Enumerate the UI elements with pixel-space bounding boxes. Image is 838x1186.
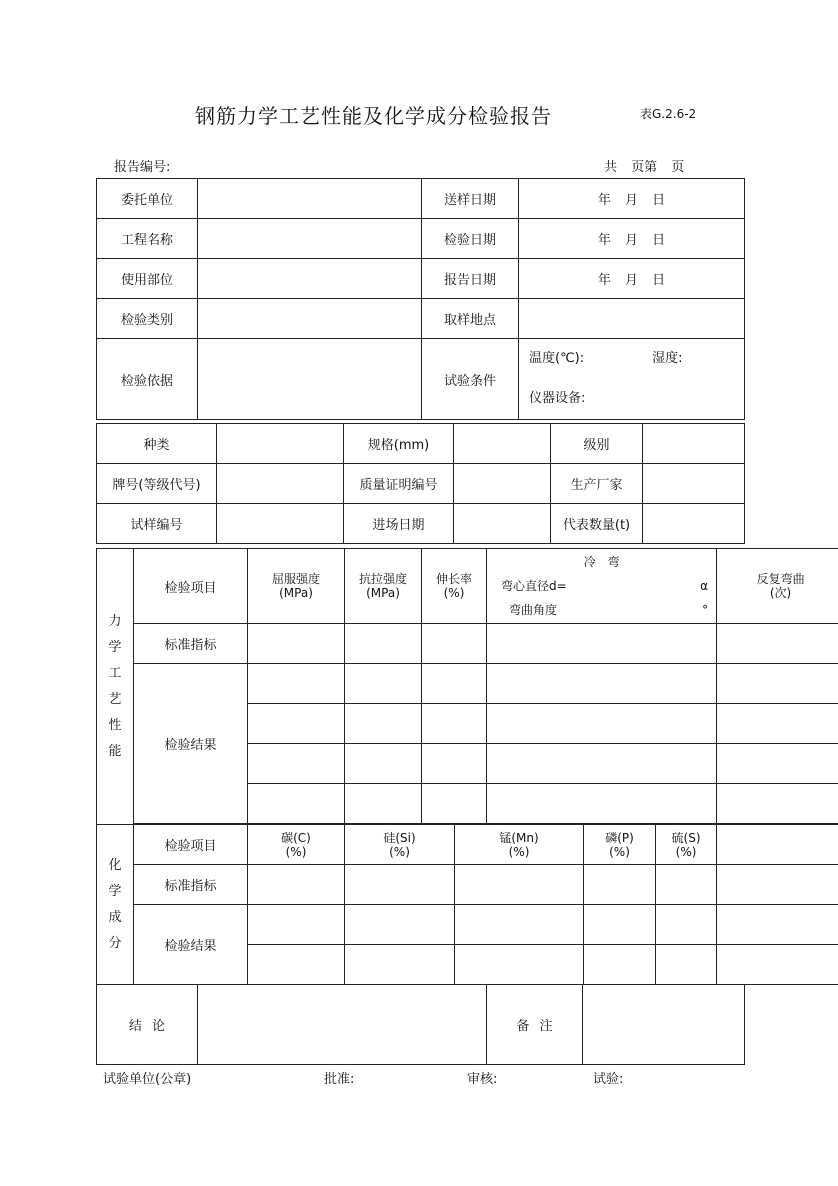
remark-field[interactable] (583, 985, 745, 1065)
cell[interactable] (717, 865, 838, 905)
si-header (345, 825, 455, 865)
cell[interactable] (248, 664, 345, 704)
test-date-label: 检验日期 (422, 219, 519, 259)
brand-field[interactable] (217, 464, 344, 504)
report-date-label: 报告日期 (422, 259, 519, 299)
rebend-header (717, 549, 838, 624)
cell[interactable] (248, 624, 345, 664)
footer-review-label: 审核: (467, 1072, 498, 1087)
tensile-unit: (MPa) (366, 586, 400, 600)
elong-header (422, 549, 487, 624)
page-info: 共 页第 页 (604, 160, 685, 175)
p-label: 磷(P) (605, 830, 634, 845)
remark-label: 备 注 (487, 985, 583, 1065)
sample-place-field[interactable] (519, 299, 745, 339)
cell[interactable] (717, 905, 838, 945)
chem-item-label: 检验项目 (134, 825, 248, 865)
cell[interactable] (422, 784, 487, 824)
cell[interactable] (248, 784, 345, 824)
condition-field[interactable] (519, 339, 745, 420)
cell[interactable] (487, 664, 717, 704)
bend-label: 冷 弯 (583, 555, 620, 569)
type-field[interactable] (217, 424, 344, 464)
grade-field[interactable] (643, 424, 745, 464)
cell[interactable] (345, 704, 422, 744)
elong-label: 伸长率 (436, 572, 473, 586)
cell[interactable] (422, 664, 487, 704)
cert-label: 质量证明编号 (344, 464, 454, 504)
usage-label: 使用部位 (97, 259, 198, 299)
page-title: 钢筋力学工艺性能及化学成分检验报告 (195, 104, 552, 128)
cell[interactable] (717, 744, 838, 784)
cell[interactable] (487, 704, 717, 744)
cell[interactable] (248, 865, 345, 905)
yield-unit: (MPa) (279, 586, 313, 600)
category-label: 检验类别 (97, 299, 198, 339)
client-label: 委托单位 (97, 179, 198, 219)
entry-date-field[interactable] (454, 504, 551, 544)
cell[interactable] (455, 945, 584, 985)
cell[interactable] (422, 704, 487, 744)
cell[interactable] (487, 784, 717, 824)
info-table (96, 178, 745, 420)
mech-standard-label: 标准指标 (134, 624, 248, 664)
condition-label: 试验条件 (422, 339, 519, 420)
humidity-label: 湿度: (652, 351, 683, 366)
chem-standard-label: 标准指标 (134, 865, 248, 905)
project-field[interactable] (198, 219, 422, 259)
cell[interactable] (584, 865, 656, 905)
elong-unit: (%) (443, 586, 465, 600)
cell[interactable] (656, 945, 717, 985)
mn-label: 锰(Mn) (499, 830, 539, 845)
cell[interactable] (717, 784, 838, 824)
quantity-field[interactable] (643, 504, 745, 544)
test-date-field[interactable]: 年 月 日 (519, 219, 745, 259)
c-unit: (%) (285, 844, 307, 859)
grade-label: 级别 (551, 424, 643, 464)
quantity-label: 代表数量(t) (551, 504, 643, 544)
chemical-section-label: 化 学 成 分 (97, 825, 134, 985)
mn-unit: (%) (508, 844, 530, 859)
test-table (96, 548, 838, 985)
cell[interactable] (717, 624, 838, 664)
mn-header (455, 825, 584, 865)
report-date-field[interactable]: 年 月 日 (519, 259, 745, 299)
cell[interactable] (656, 905, 717, 945)
yield-header (248, 549, 345, 624)
report-number-label: 报告编号: (114, 160, 171, 175)
s-unit: (%) (675, 844, 697, 859)
cell[interactable] (656, 865, 717, 905)
basis-field[interactable] (198, 339, 422, 420)
maker-label: 生产厂家 (551, 464, 643, 504)
cell[interactable] (345, 784, 422, 824)
cell[interactable] (345, 664, 422, 704)
p-unit: (%) (609, 844, 630, 859)
s-label: 硫(S) (671, 830, 701, 845)
cell[interactable] (422, 744, 487, 784)
si-unit: (%) (389, 844, 410, 859)
sample-table (96, 423, 745, 544)
s-header (656, 825, 717, 865)
bend-dia-label: 弯心直径d= (501, 579, 567, 593)
yield-label: 屈服强度 (271, 572, 320, 586)
mechanical-section-label: 力 学 工 艺 性 能 (97, 549, 134, 825)
type-label: 种类 (97, 424, 217, 464)
cell[interactable] (584, 905, 656, 945)
usage-field[interactable] (198, 259, 422, 299)
rebend-label: 反复弯曲 (756, 572, 805, 586)
conclusion-label: 结 论 (97, 985, 198, 1065)
spec-field[interactable] (454, 424, 551, 464)
maker-field[interactable] (643, 464, 745, 504)
conclusion-table (96, 984, 745, 1065)
basis-label: 检验依据 (97, 339, 198, 420)
footer-approve-label: 批准: (324, 1072, 355, 1087)
conclusion-field[interactable] (198, 985, 487, 1065)
cell[interactable] (717, 664, 838, 704)
project-label: 工程名称 (97, 219, 198, 259)
tensile-label: 抗拉强度 (358, 572, 407, 586)
cell[interactable] (422, 624, 487, 664)
p-header (584, 825, 656, 865)
bend-angle-label: 弯曲角度 (509, 603, 558, 617)
mech-result-label: 检验结果 (134, 664, 248, 824)
c-header (248, 825, 345, 865)
si-label: 硅(Si) (383, 830, 416, 845)
cell[interactable] (455, 905, 584, 945)
form-number: 表G.2.6-2 (640, 107, 697, 121)
cell[interactable] (248, 704, 345, 744)
sample-date-label: 送样日期 (422, 179, 519, 219)
spec-label: 规格(mm) (344, 424, 454, 464)
cell[interactable] (487, 744, 717, 784)
cell[interactable] (717, 704, 838, 744)
footer-test-label: 试验: (593, 1072, 624, 1087)
bend-dia-symbol: α (700, 579, 709, 593)
c-label: 碳(C) (281, 830, 311, 845)
equipment-label: 仪器设备: (529, 391, 586, 406)
category-field[interactable] (198, 299, 422, 339)
brand-label: 牌号(等级代号) (97, 464, 217, 504)
cell[interactable] (345, 744, 422, 784)
tensile-header (345, 549, 422, 624)
sample-date-field[interactable]: 年 月 日 (519, 179, 745, 219)
cell[interactable] (345, 945, 455, 985)
bend-angle-symbol: ° (702, 603, 709, 617)
cell[interactable] (345, 865, 455, 905)
cert-field[interactable] (454, 464, 551, 504)
sample-no-label: 试样编号 (97, 504, 217, 544)
cell[interactable] (455, 865, 584, 905)
cell[interactable] (345, 905, 455, 945)
rebend-unit: (次) (769, 586, 792, 600)
sample-no-field[interactable] (217, 504, 344, 544)
temperature-label: 温度(℃): (529, 351, 585, 366)
cell[interactable] (248, 905, 345, 945)
chem-result-label: 检验结果 (134, 905, 248, 985)
client-field[interactable] (198, 179, 422, 219)
cell[interactable] (584, 945, 656, 985)
mech-item-label: 检验项目 (134, 549, 248, 624)
cell[interactable] (717, 825, 838, 865)
entry-date-label: 进场日期 (344, 504, 454, 544)
bend-header (487, 549, 717, 624)
cell[interactable] (345, 624, 422, 664)
cell[interactable] (487, 624, 717, 664)
cell[interactable] (248, 945, 345, 985)
cell[interactable] (717, 945, 838, 985)
sample-place-label: 取样地点 (422, 299, 519, 339)
footer-unit-label: 试验单位(公章) (103, 1072, 192, 1087)
cell[interactable] (248, 744, 345, 784)
